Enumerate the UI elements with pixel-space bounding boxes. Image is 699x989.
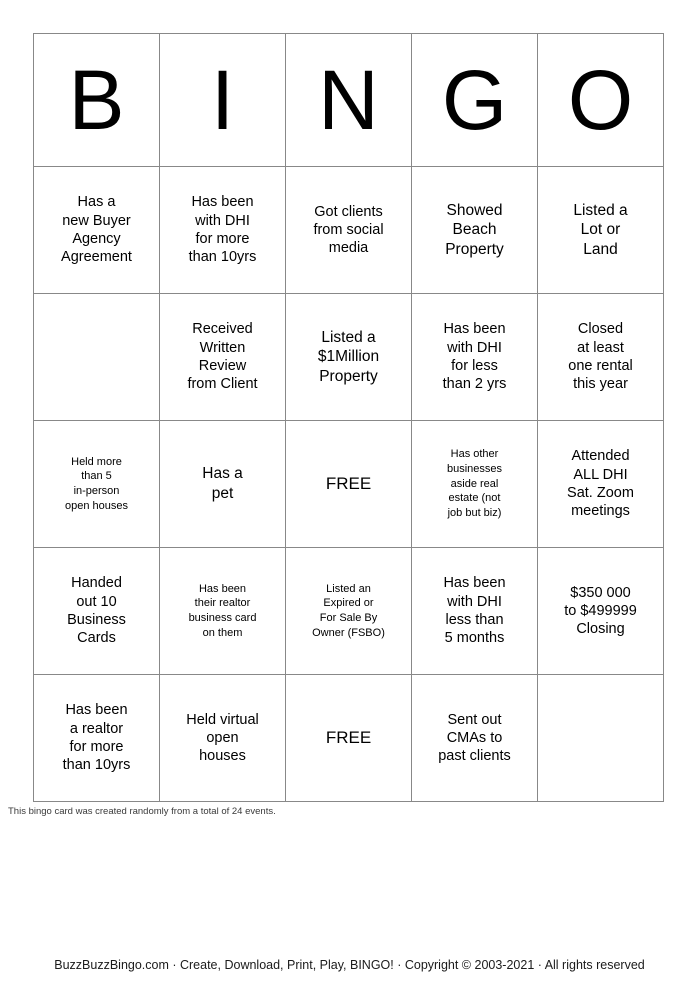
bingo-cell-label: Has been a realtor for more than 10yrs [62,702,131,774]
bingo-header-cell-b [34,34,160,167]
bingo-cell-free[interactable] [286,421,412,548]
bingo-cell[interactable] [34,294,160,421]
bingo-header-cell-n [286,34,412,167]
bingo-row [34,675,664,802]
bingo-row [34,421,664,548]
bingo-cell-label: Has a pet [202,465,243,502]
bingo-cell-label: Received Written Review from Client [187,321,258,393]
bingo-cell[interactable] [34,167,160,294]
bingo-cell-label: Has been their realtor business card on them [188,582,257,639]
bingo-cell-label: Showed Beach Property [445,201,504,258]
bingo-cell-label: Listed an Expired or For Sale By Owner (FSBO) [312,582,385,639]
bingo-cell[interactable] [412,675,538,802]
bingo-letter-i: I [210,53,235,147]
bingo-cell-label: Has other businesses aside real estate (not job but biz) [446,448,503,519]
bingo-letter-b: B [68,53,125,147]
bingo-cell-label: Has a new Buyer Agency Agreement [61,194,132,266]
bingo-row [34,548,664,675]
bingo-cell-label: Listed a $1Million Property [317,328,380,385]
bingo-cell[interactable] [412,548,538,675]
bingo-cell[interactable] [160,167,286,294]
bingo-cell[interactable] [34,421,160,548]
bingo-cell[interactable] [286,167,412,294]
bingo-cell-label: Listed a Lot or Land [573,201,628,258]
bingo-cell-label: $350 000 to $499999 Closing [564,584,637,638]
bingo-header-cell-o [538,34,664,167]
bingo-cell-label: Got clients from social media [313,203,384,257]
bingo-cell[interactable] [160,294,286,421]
bingo-grid [33,33,664,802]
bingo-cell-label: Held more than 5 in-person open houses [65,455,128,512]
bingo-header-row [34,34,664,167]
bingo-cell[interactable] [160,548,286,675]
bingo-cell[interactable] [160,675,286,802]
bingo-header-cell-i [160,34,286,167]
bingo-cell[interactable] [538,167,664,294]
bingo-letter-o: O [567,53,634,147]
bingo-row [34,167,664,294]
bingo-cell-label: Has been with DHI less than 5 months [443,575,506,647]
bingo-cell-label [34,355,159,359]
bingo-cell-free[interactable] [286,675,412,802]
bingo-cell-label: Held virtual open houses [186,711,259,765]
bingo-cell[interactable] [538,294,664,421]
bingo-cell[interactable] [412,421,538,548]
bingo-cell-label: Closed at least one rental this year [568,321,633,393]
bingo-cell[interactable] [34,675,160,802]
bingo-cell-label: Attended ALL DHI Sat. Zoom meetings [567,448,634,520]
bingo-letter-g: G [441,53,508,147]
bingo-cell-label: FREE [325,474,372,494]
bingo-cell[interactable] [538,675,664,802]
bingo-cell[interactable] [412,167,538,294]
card-generation-note: This bingo card was created randomly from a total of 24 events. [8,806,276,817]
bingo-cell[interactable] [34,548,160,675]
bingo-row [34,294,664,421]
bingo-grid-body [34,34,664,802]
bingo-cell[interactable] [538,548,664,675]
bingo-cell-label: Has been with DHI for more than 10yrs [188,194,257,266]
bingo-header-cell-g [412,34,538,167]
bingo-cell[interactable] [538,421,664,548]
bingo-cell[interactable] [286,548,412,675]
bingo-cell-label: Has been with DHI for less than 2 yrs [442,321,507,393]
bingo-cell[interactable] [160,421,286,548]
bingo-cell-label [538,736,663,740]
bingo-cell[interactable] [412,294,538,421]
bingo-cell-label: FREE [325,728,372,748]
bingo-cell-label: Sent out CMAs to past clients [438,711,511,765]
bingo-cell[interactable] [286,294,412,421]
bingo-cell-label: Handed out 10 Business Cards [67,575,126,647]
bingo-letter-n: N [318,53,379,147]
page-footer-copyright: BuzzBuzzBingo.com · Create, Download, Print, Play, BINGO! · Copyright © 2003-2021 · All rights reserved [54,958,645,972]
